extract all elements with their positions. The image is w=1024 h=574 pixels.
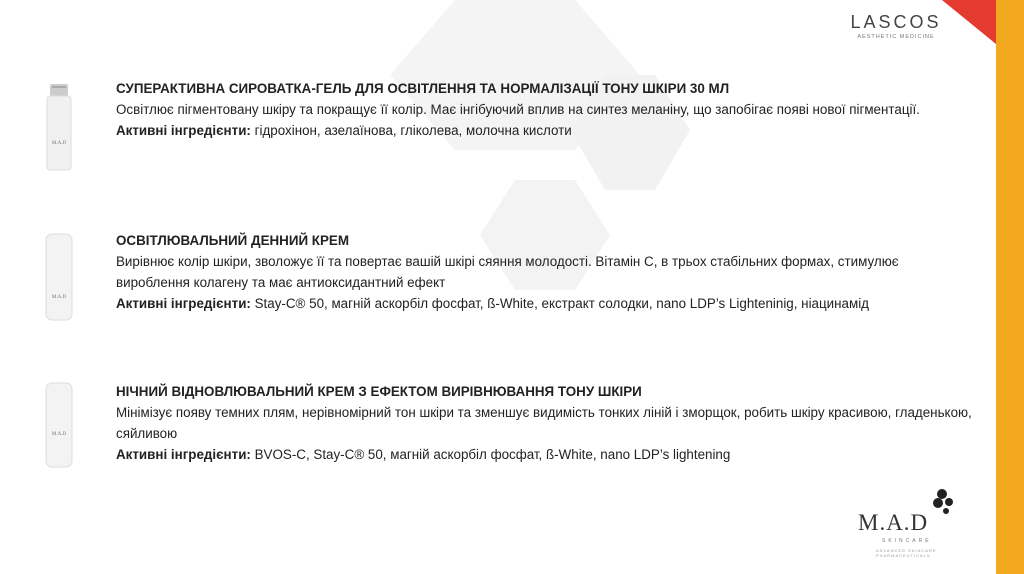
product-title: ОСВІТЛЮВАЛЬНИЙ ДЕННИЙ КРЕМ [116, 233, 349, 248]
product-active-ingredients [116, 293, 976, 314]
active-ingredients-label: Активні інгредієнти: [116, 447, 251, 462]
product-description: Вирівнює колір шкіри, зволожує її та повертає вашій шкірі сяяння молодості. Вітамін С, в трьох стабільних формах, стимулює вироблення колагену та має антиоксидантний ефект [116, 254, 899, 290]
active-ingredients-value: BVOS-C, Stay-C® 50, магній аскорбіл фосфат, ß-White, nano LDP’s lightening [250, 447, 731, 462]
accent-side-bar [996, 0, 1024, 574]
active-ingredients-label: Активні інгредієнти: [116, 296, 251, 311]
product-active-ingredients [116, 444, 976, 465]
svg-text:M.A.D: M.A.D [51, 295, 67, 300]
product-active-ingredients [116, 120, 976, 141]
product-title: СУПЕРАКТИВНА СИРОВАТКА-ГЕЛЬ ДЛЯ ОСВІТЛЕННЯ ТА НОРМАЛІЗАЦІЇ ТОНУ ШКІРИ 30 МЛ [116, 81, 730, 96]
serum-bottle-image [40, 78, 80, 174]
active-ingredients-label: Активні інгредієнти: [116, 123, 251, 138]
brand-name: LASCOS [850, 12, 942, 32]
mad-logo-tagline: ADVANCED SKINCARE PHARMACEUTICALS [876, 548, 937, 558]
mad-logo-name: M.A.D [858, 510, 929, 535]
brand-tagline: AESTHETIC MEDICINE [857, 34, 935, 40]
svg-text:M.A.D: M.A.D [51, 432, 67, 437]
mad-logo-sub: SKINCARE [882, 538, 932, 544]
active-ingredients-value: гідрохінон, азелаїнова, гліколева, молочна кислоти [250, 123, 572, 138]
svg-text:M.A.D: M.A.D [51, 141, 67, 146]
night-cream-bottle-image [40, 381, 80, 471]
product-title: НІЧНИЙ ВІДНОВЛЮВАЛЬНИЙ КРЕМ З ЕФЕКТОМ ВИРІВНЮВАННЯ ТОНУ ШКІРИ [116, 384, 642, 399]
mad-skincare-logo [858, 488, 968, 568]
active-ingredients-value: Stay-C® 50, магній аскорбіл фосфат, ß-White, екстракт солодки, nano LDP’s Lighteninig, ніацинамід [250, 296, 869, 311]
product-description: Мінімізує появу темних плям, нерівномірний тон шкіри та зменшує видимість тонких ліній і зморщок, робить шкіру красивою, гладенькою, сяйливою [116, 405, 972, 441]
product-text [116, 381, 976, 465]
product-text [116, 78, 976, 141]
lascos-logo [836, 12, 956, 40]
day-cream-bottle-image [40, 230, 80, 326]
product-text [116, 230, 976, 314]
product-description: Освітлює пігментовану шкіру та покращує її колір. Має інгібуючий вплив на синтез меланіну, що запобігає появі нової пігментації. [116, 102, 920, 117]
